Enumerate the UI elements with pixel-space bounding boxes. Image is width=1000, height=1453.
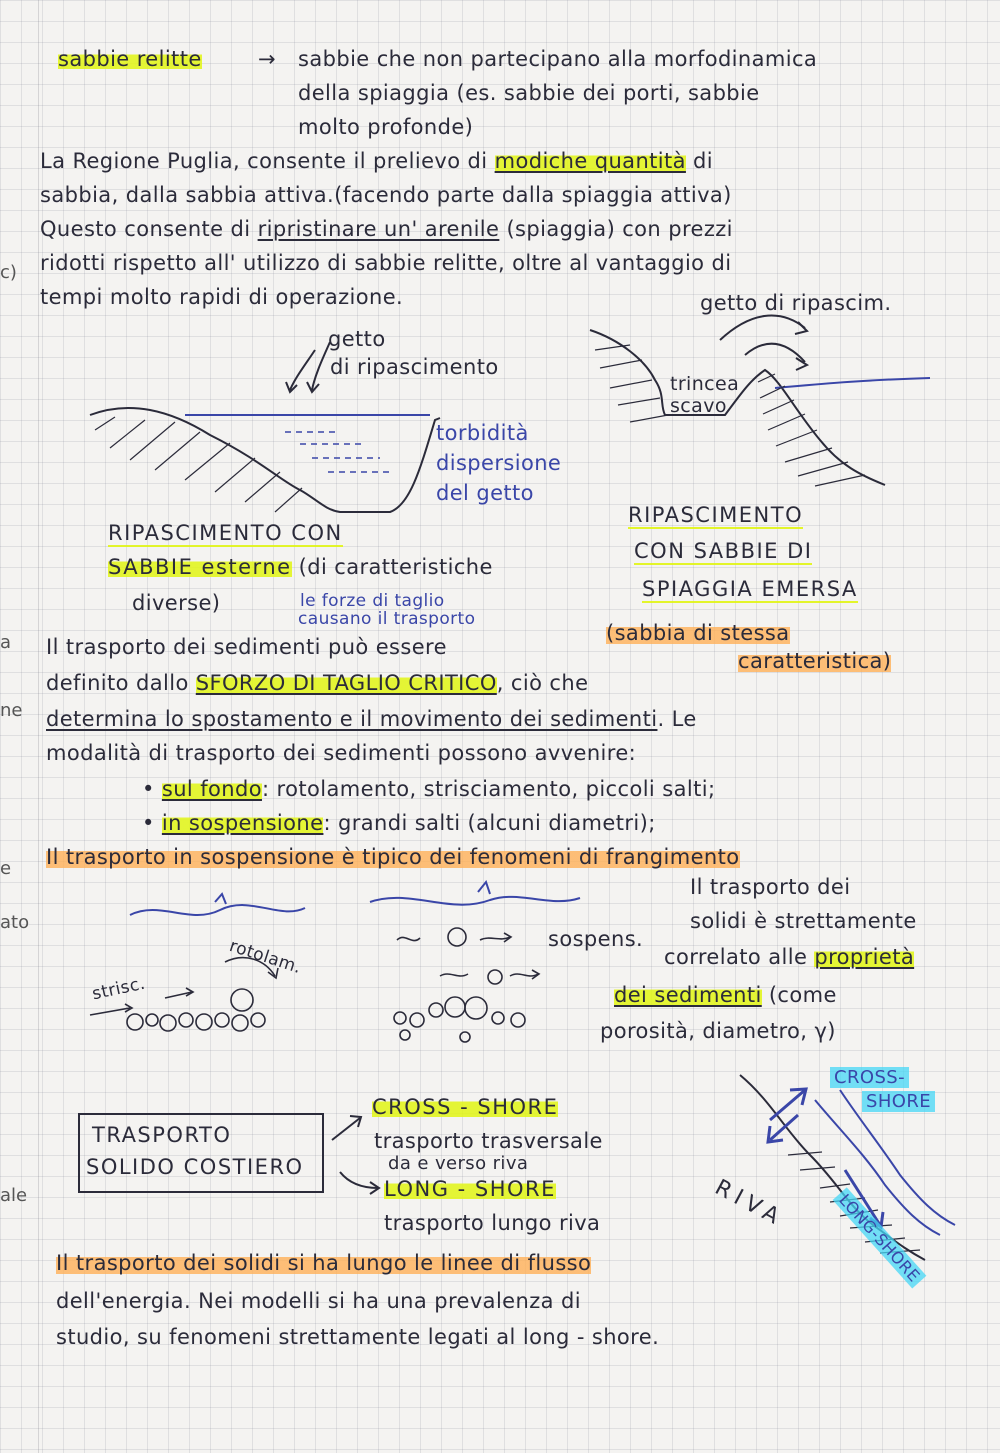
box-label-solido-costiero: SOLIDO COSTIERO bbox=[86, 1155, 304, 1179]
paragraph-line bbox=[56, 1252, 591, 1275]
box-label-trasporto: TRASPORTO bbox=[92, 1123, 232, 1147]
label-scavo: scavo bbox=[670, 395, 727, 417]
text: La Regione Puglia, consente il prelievo di bbox=[40, 149, 488, 173]
map-label-shore bbox=[862, 1092, 935, 1112]
note-stessa bbox=[606, 622, 790, 645]
paragraph-line bbox=[40, 218, 733, 241]
highlight-cross-shore: CROSS - SHORE bbox=[372, 1095, 559, 1119]
paragraph-line bbox=[614, 984, 837, 1007]
highlight-sul-fondo: sul fondo bbox=[161, 777, 262, 801]
highlight-sforzo-taglio-critico: SFORZO DI TAGLIO CRITICO bbox=[195, 671, 497, 695]
note-del-getto: del getto bbox=[436, 481, 534, 505]
label-strisc: strisc. bbox=[90, 973, 148, 1005]
paragraph-line: modalità di trasporto dei sedimenti possono avvenire: bbox=[46, 741, 637, 765]
note-torbidita: torbidità bbox=[436, 421, 529, 445]
paragraph-line: Il trasporto dei sedimenti può essere bbox=[46, 635, 447, 659]
definition-line: della spiaggia (es. sabbie dei porti, sabbie bbox=[298, 81, 760, 105]
bullet-sospensione bbox=[142, 812, 656, 835]
label-riva: RIVA bbox=[710, 1175, 789, 1233]
caption-line bbox=[108, 556, 493, 579]
label-getto: getto bbox=[328, 327, 386, 351]
sketch-beach-nourishment bbox=[580, 300, 940, 510]
text: correlato alle bbox=[664, 945, 808, 969]
caption-diverse: diverse) bbox=[132, 591, 221, 615]
text: Questo consente di bbox=[40, 217, 251, 241]
caption-spiaggia-emersa: SPIAGGIA EMERSA bbox=[642, 578, 858, 603]
note-dispersione: dispersione bbox=[436, 451, 562, 475]
highlight-dei-sedimenti: dei sedimenti bbox=[614, 983, 762, 1007]
label-di-ripascimento: di ripascimento bbox=[330, 355, 499, 379]
text: di bbox=[693, 149, 713, 173]
paragraph-line bbox=[46, 846, 740, 869]
desc-lungo-riva: trasporto lungo riva bbox=[384, 1211, 601, 1235]
highlight-sabbie-esterne: SABBIE esterne bbox=[108, 555, 292, 579]
highlight-stessa: (sabbia di stessa bbox=[606, 621, 790, 645]
margin-line bbox=[38, 0, 39, 1453]
paragraph-line: solidi è strettamente bbox=[690, 909, 917, 933]
caption-ripascimento-con: RIPASCIMENTO CON bbox=[108, 522, 343, 547]
paragraph-line: ridotti rispetto all' utilizzo di sabbie relitte, oltre al vantaggio di bbox=[40, 251, 732, 275]
paragraph-line bbox=[46, 708, 697, 731]
paragraph-line bbox=[664, 946, 914, 969]
highlight-map-cross: CROSS- bbox=[830, 1067, 909, 1088]
definition-line: sabbie che non partecipano alla morfodinamica bbox=[298, 47, 818, 71]
arrow: → bbox=[258, 47, 276, 71]
paragraph-line: porosità, diametro, γ) bbox=[600, 1019, 836, 1043]
bullet-sul-fondo bbox=[142, 778, 715, 801]
text: : rotolamento, strisciamento, piccoli salti; bbox=[261, 777, 716, 801]
underline-ripristinare: ripristinare un' arenile bbox=[257, 217, 500, 241]
sketch-shore-map bbox=[700, 1060, 970, 1260]
text: definito dallo bbox=[46, 671, 189, 695]
highlight-linee-flusso: Il trasporto dei solidi si ha lungo le linee di flusso bbox=[56, 1251, 592, 1275]
note-causano-trasporto: causano il trasporto bbox=[298, 609, 476, 629]
highlight-map-long: LONG-SHORE bbox=[833, 1187, 927, 1288]
text: (come bbox=[768, 983, 837, 1007]
highlight-long-shore: LONG - SHORE bbox=[384, 1177, 556, 1201]
caption-con-sabbie-di: CON SABBIE DI bbox=[634, 540, 812, 565]
margin-fragment: ne bbox=[0, 700, 23, 721]
text: (spiaggia) con prezzi bbox=[506, 217, 733, 241]
margin-fragment: ato bbox=[0, 912, 30, 933]
margin-fragment: a bbox=[0, 632, 12, 653]
paragraph-line bbox=[40, 150, 713, 173]
map-label-cross bbox=[830, 1068, 909, 1088]
sketch-sediment-transport bbox=[70, 880, 630, 1060]
highlight-in-sospensione: in sospensione bbox=[161, 811, 324, 835]
underline-determina: determina lo spostamento e il movimento dei sedimenti bbox=[46, 707, 658, 731]
label-trincea: trincea bbox=[670, 373, 740, 395]
note-forze-taglio: le forze di taglio bbox=[300, 591, 445, 611]
paragraph-line: studio, su fenomeni strettamente legati al long - shore. bbox=[56, 1325, 660, 1349]
caption-ripascimento: RIPASCIMENTO bbox=[628, 504, 803, 529]
text: . Le bbox=[657, 707, 697, 731]
note-caratteristica bbox=[738, 650, 891, 673]
label-sospens: sospens. bbox=[548, 927, 644, 951]
margin-fragment: e bbox=[0, 858, 12, 879]
text: : grandi salti (alcuni diametri); bbox=[323, 811, 656, 835]
highlight-proprieta: proprietà bbox=[814, 945, 915, 969]
paragraph-line: dell'energia. Nei modelli si ha una prevalenza di bbox=[56, 1289, 581, 1313]
highlight-map-shore: SHORE bbox=[862, 1091, 935, 1112]
paragraph-line bbox=[46, 672, 588, 695]
paragraph-line: tempi molto rapidi di operazione. bbox=[40, 285, 404, 309]
definition-line: molto profonde) bbox=[298, 115, 474, 139]
margin-fragment: ale bbox=[0, 1185, 28, 1206]
text: (di caratteristiche bbox=[298, 555, 493, 579]
term-sabbie-relitte: sabbie relitte bbox=[58, 47, 202, 71]
highlight-frangimento: Il trasporto in sospensione è tipico dei fenomeni di frangimento bbox=[46, 845, 740, 869]
highlight-modiche-quantita: modiche quantità bbox=[494, 149, 686, 173]
highlight-caratteristica: caratteristica) bbox=[738, 649, 892, 673]
label-rotolam: rotolam. bbox=[226, 936, 304, 979]
paragraph-line: sabbia, dalla sabbia attiva.(facendo parte dalla spiaggia attiva) bbox=[40, 183, 732, 207]
desc-da-verso-riva: da e verso riva bbox=[388, 1153, 529, 1174]
bullet-dot: • bbox=[142, 777, 155, 801]
label-cross-shore bbox=[372, 1096, 558, 1119]
label-getto-ripascim: getto di ripascim. bbox=[700, 291, 892, 315]
bullet-dot: • bbox=[142, 811, 155, 835]
margin-fragment: c) bbox=[0, 262, 17, 283]
paragraph-line: Il trasporto dei bbox=[690, 875, 851, 899]
desc-trasversale: trasporto trasversale bbox=[374, 1129, 603, 1153]
label-long-shore bbox=[384, 1178, 556, 1201]
text: , ciò che bbox=[496, 671, 589, 695]
